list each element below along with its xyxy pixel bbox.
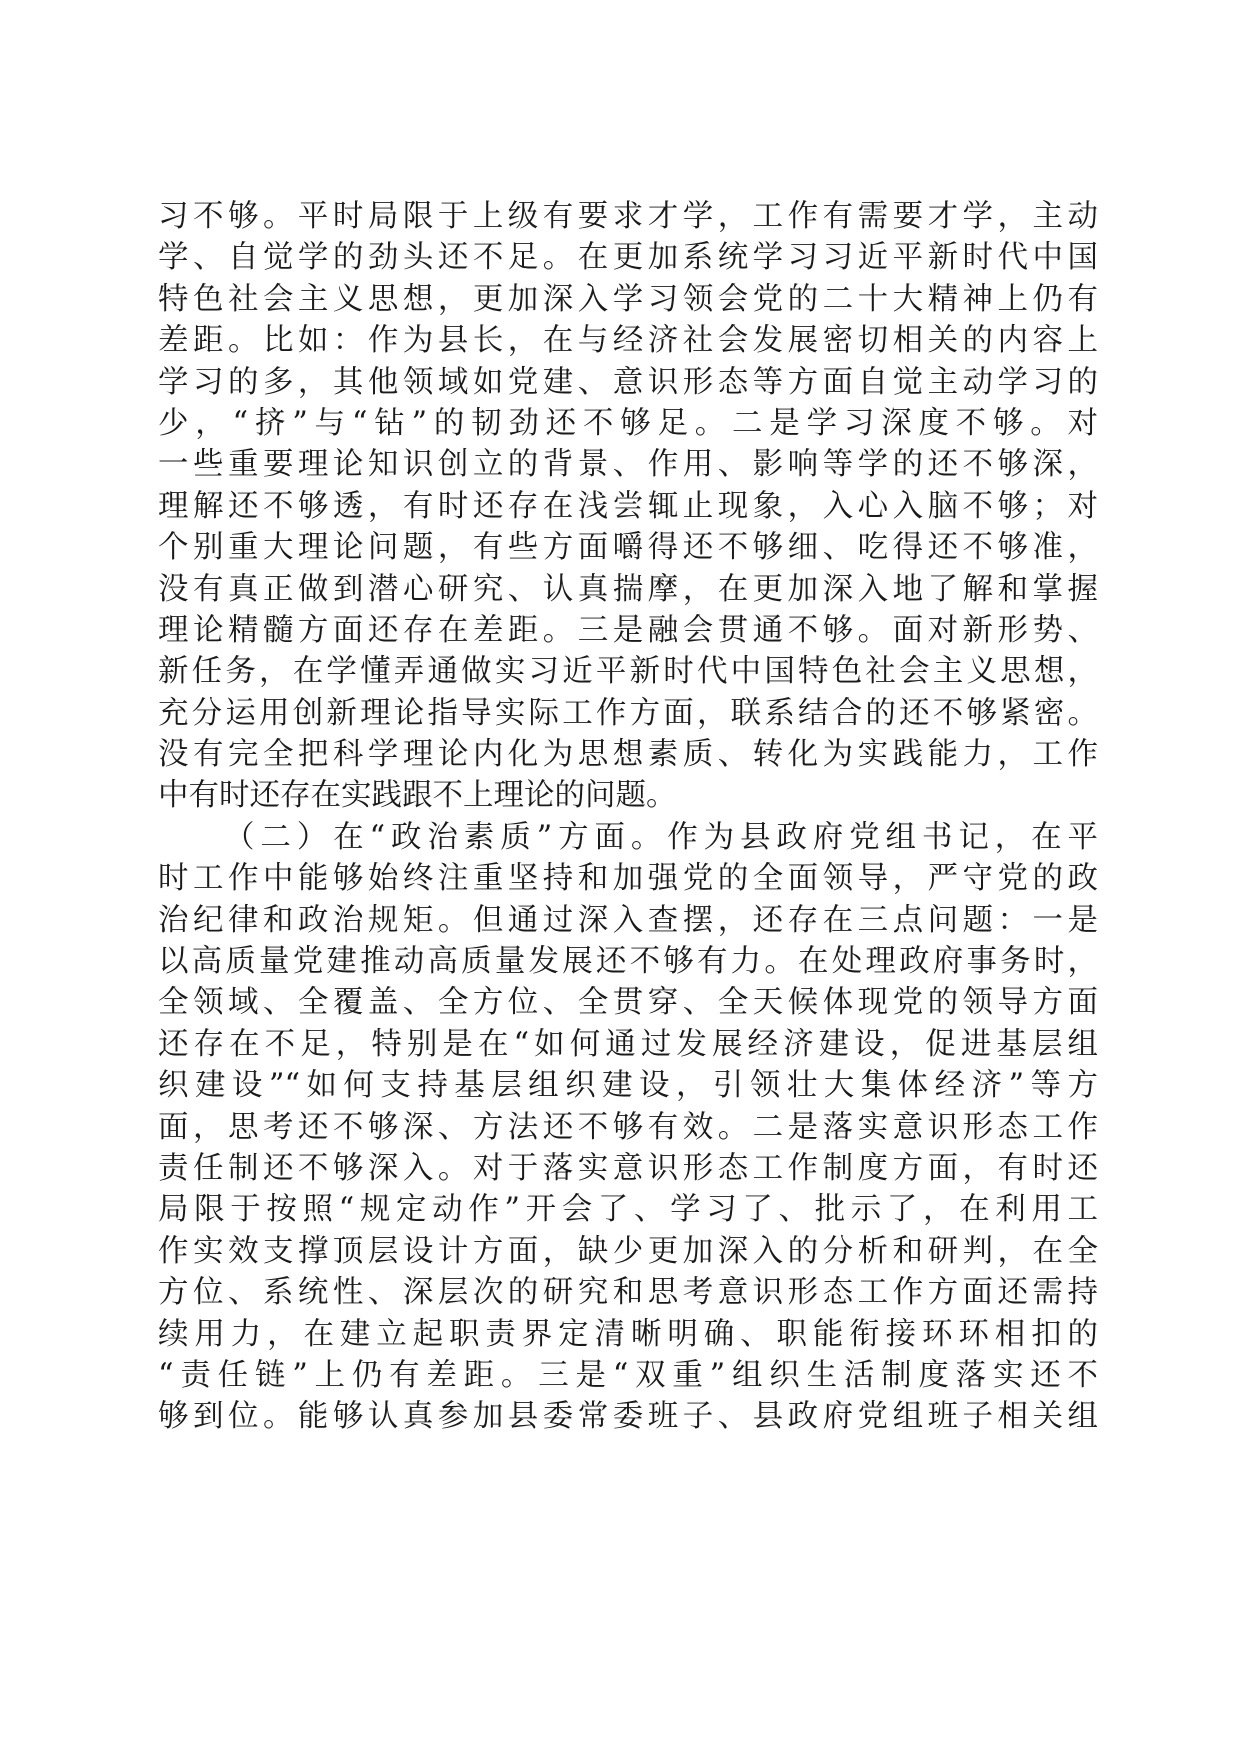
text-line: 够到位。能够认真参加县委常委班子、县政府党组班子相关组 [158, 1399, 1098, 1435]
text-line: 学习的多，其他领域如党建、意识形态等方面自觉主动学习的 [158, 364, 1098, 400]
text-line: 差距。比如：作为县长，在与经济社会发展密切相关的内容上 [158, 323, 1098, 359]
text-line: 还存在不足，特别是在“如何通过发展经济建设，促进基层组 [158, 1026, 1098, 1062]
text-line: 治纪律和政治规矩。但通过深入查摆，还存在三点问题：一是 [158, 902, 1098, 938]
text-line: 面，思考还不够深、方法还不够有效。二是落实意识形态工作 [158, 1109, 1098, 1145]
text-line: 以高质量党建推动高质量发展还不够有力。在处理政府事务时， [158, 944, 1098, 980]
text-line: 责任制还不够深入。对于落实意识形态工作制度方面，有时还 [158, 1150, 1098, 1186]
text-line: 续用力，在建立起职责界定清晰明确、职能衔接环环相扣的 [158, 1316, 1098, 1352]
text-line: 方位、系统性、深层次的研究和思考意识形态工作方面还需持 [158, 1275, 1098, 1311]
text-line: 局限于按照“规定动作”开会了、学习了、批示了，在利用工 [158, 1192, 1098, 1228]
text-line: “责任链”上仍有差距。三是“双重”组织生活制度落实还不 [158, 1357, 1098, 1393]
section-heading-line: （二）在“政治素质”方面。作为县政府党组书记，在平 [224, 819, 1098, 855]
text-line: 没有完全把科学理论内化为思想素质、转化为实践能力，工作 [158, 737, 1098, 773]
text-line: 习不够。平时局限于上级有要求才学，工作有需要才学，主动 [158, 199, 1098, 234]
text-line: 学、自觉学的劲头还不足。在更加系统学习习近平新时代中国 [158, 240, 1098, 276]
text-line: 理解还不够透，有时还存在浅尝辄止现象，入心入脑不够；对 [158, 488, 1098, 524]
text-line: 时工作中能够始终注重坚持和加强党的全面领导，严守党的政 [158, 861, 1098, 897]
text-line: 新任务，在学懂弄通做实习近平新时代中国特色社会主义思想， [158, 654, 1098, 690]
text-line: 全领域、全覆盖、全方位、全贯穿、全天候体现党的领导方面 [158, 985, 1098, 1021]
body-text [158, 196, 1098, 1438]
text-line: 特色社会主义思想，更加深入学习领会党的二十大精神上仍有 [158, 281, 1098, 317]
text-line: 作实效支撑顶层设计方面，缺少更加深入的分析和研判，在全 [158, 1233, 1098, 1269]
text-line: 织建设”“如何支持基层组织建设，引领壮大集体经济”等方 [158, 1068, 1098, 1104]
text-line: 理论精髓方面还存在差距。三是融会贯通不够。面对新形势、 [158, 612, 1098, 648]
text-line: 充分运用创新理论指导实际工作方面，联系结合的还不够紧密。 [158, 695, 1098, 731]
text-line: 没有真正做到潜心研究、认真揣摩，在更加深入地了解和掌握 [158, 571, 1098, 607]
text-line: 个别重大理论问题，有些方面嚼得还不够细、吃得还不够准， [158, 530, 1098, 566]
text-line: 一些重要理论知识创立的背景、作用、影响等学的还不够深， [158, 447, 1098, 483]
text-line: 少，“挤”与“钻”的韧劲还不够足。二是学习深度不够。对 [158, 405, 1098, 441]
text-line: 中有时还存在实践跟不上理论的问题。 [158, 778, 677, 814]
